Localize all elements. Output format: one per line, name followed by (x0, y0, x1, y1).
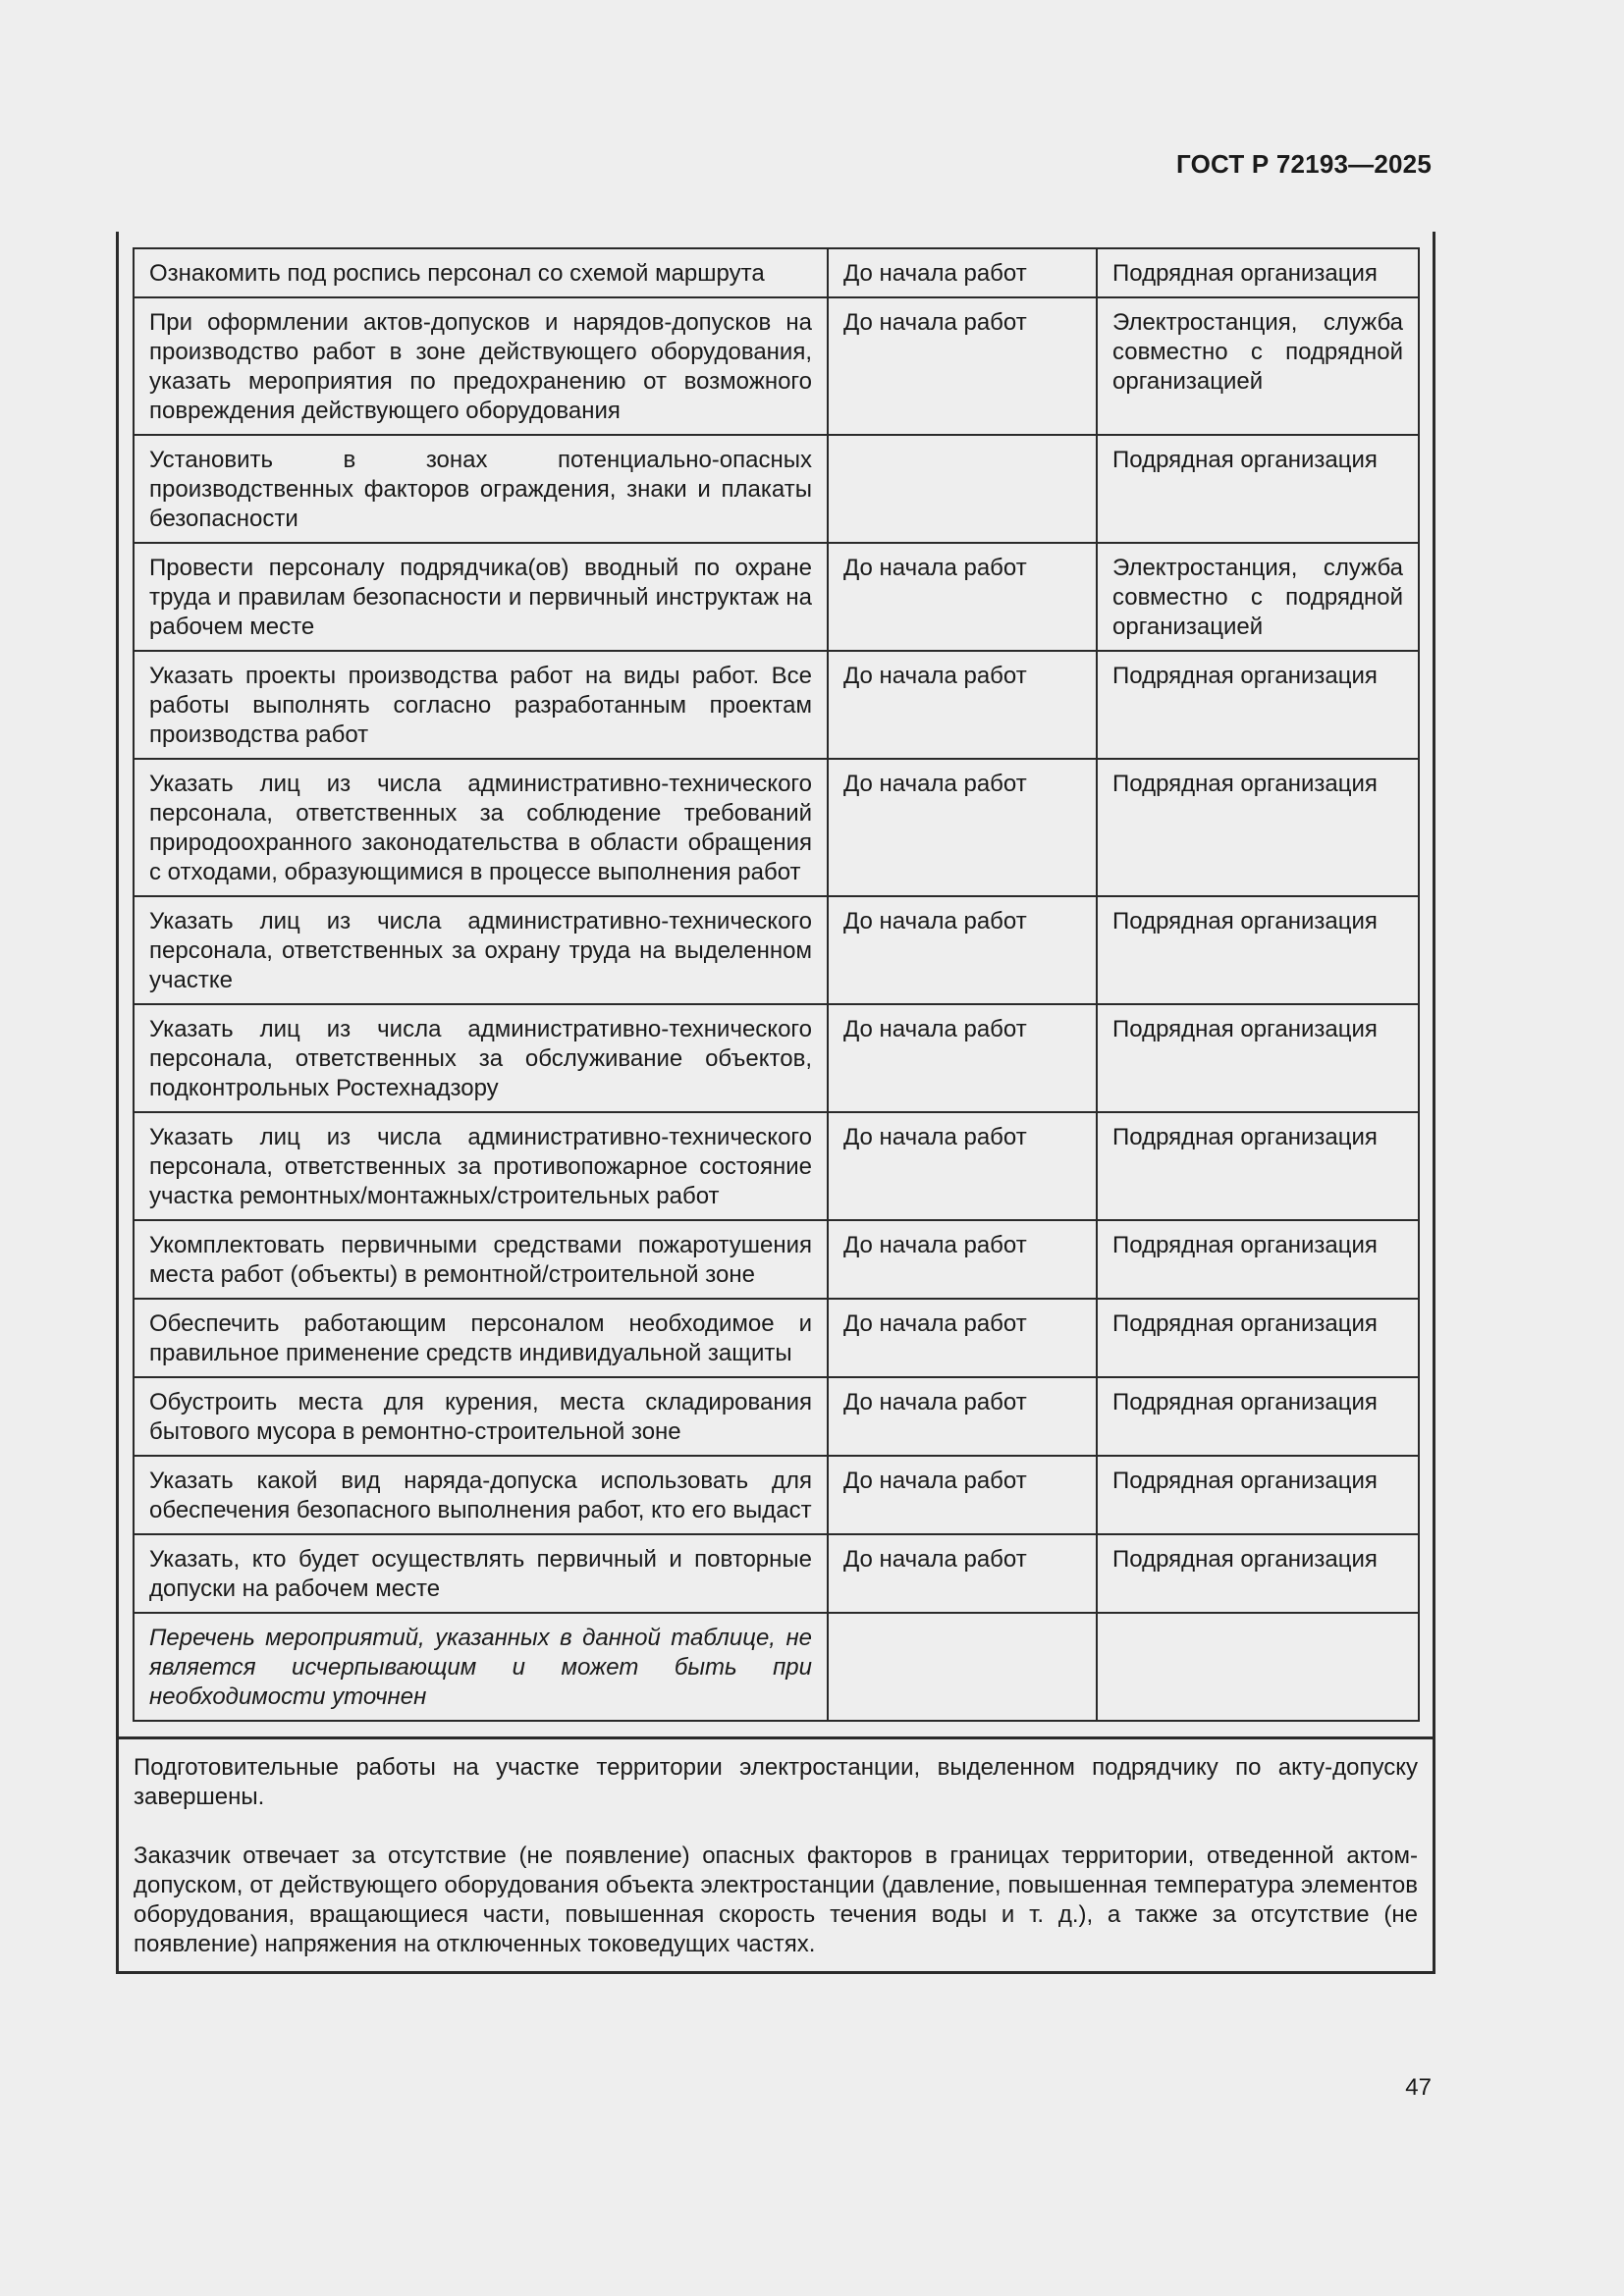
table-row (134, 1004, 1419, 1112)
measure-cell: Указать, кто будет осуществлять первичный и повторные допуски на рабочем месте (134, 1534, 828, 1613)
responsible-cell: Электростанция, служба совместно с подрядной организацией (1097, 297, 1419, 435)
measure-cell: Провести персоналу подрядчика(ов) вводный по охране труда и правилам безопасности и первичный инструктаж на рабочем месте (134, 543, 828, 651)
responsible-cell: Подрядная организация (1097, 1377, 1419, 1456)
measure-cell: Указать лиц из числа административно-технического персонала, ответственных за противопожарное состояние участка ремонтных/монтажных/строительных работ (134, 1112, 828, 1220)
measure-cell: Указать лиц из числа административно-технического персонала, ответственных за обслуживание объектов, подконтрольных Ростехнадзору (134, 1004, 828, 1112)
term-cell: До начала работ (828, 1112, 1097, 1220)
table-row (134, 435, 1419, 543)
term-cell: До начала работ (828, 1004, 1097, 1112)
responsible-cell: Электростанция, служба совместно с подрядной организацией (1097, 543, 1419, 651)
responsible-cell: Подрядная организация (1097, 1299, 1419, 1377)
term-cell: До начала работ (828, 1534, 1097, 1613)
table-row (134, 1112, 1419, 1220)
document-frame (116, 232, 1435, 1974)
term-cell: До начала работ (828, 1377, 1097, 1456)
responsible-cell: Подрядная организация (1097, 435, 1419, 543)
responsible-cell: Подрядная организация (1097, 1456, 1419, 1534)
measure-cell: При оформлении актов-допусков и нарядов-допусков на производство работ в зоне действующего оборудования, указать мероприятия по предохранению от возможного повреждения действующего оборудования (134, 297, 828, 435)
term-cell: До начала работ (828, 297, 1097, 435)
term-cell: До начала работ (828, 1456, 1097, 1534)
table-row (134, 896, 1419, 1004)
measure-cell: Обеспечить работающим персоналом необходимое и правильное применение средств индивидуальной защиты (134, 1299, 828, 1377)
table-row (134, 543, 1419, 651)
table-area (119, 232, 1433, 1736)
term-cell: До начала работ (828, 248, 1097, 297)
table-row (134, 759, 1419, 896)
responsible-cell: Подрядная организация (1097, 896, 1419, 1004)
conclusion-paragraph: Подготовительные работы на участке территории электростанции, выделенном подрядчику по акту-допуску завершены. (134, 1754, 1418, 1810)
table-row (134, 1534, 1419, 1613)
measure-cell: Указать проекты производства работ на виды работ. Все работы выполнять согласно разработанным проектам производства работ (134, 651, 828, 759)
table-row (134, 1377, 1419, 1456)
table-row (134, 1220, 1419, 1299)
term-cell: До начала работ (828, 759, 1097, 896)
table-row (134, 1299, 1419, 1377)
measure-cell: Ознакомить под роспись персонал со схемой маршрута (134, 248, 828, 297)
table-row (134, 297, 1419, 435)
responsible-cell: Подрядная организация (1097, 1534, 1419, 1613)
measures-table (133, 247, 1420, 1722)
term-cell (828, 1613, 1097, 1721)
responsible-cell: Подрядная организация (1097, 651, 1419, 759)
table-note-row (134, 1613, 1419, 1721)
measure-cell: Указать лиц из числа административно-технического персонала, ответственных за соблюдение требований природоохранного законодательства в области обращения с отходами, образующимися в процессе выполнения работ (134, 759, 828, 896)
term-cell: До начала работ (828, 543, 1097, 651)
responsible-cell: Подрядная организация (1097, 759, 1419, 896)
measure-cell: Обустроить места для курения, места складирования бытового мусора в ремонтно-строительной зоне (134, 1377, 828, 1456)
measure-cell: Установить в зонах потенциально-опасных производственных факторов ограждения, знаки и плакаты безопасности (134, 435, 828, 543)
responsible-cell (1097, 1613, 1419, 1721)
table-row (134, 1456, 1419, 1534)
document-header: ГОСТ Р 72193—2025 (1176, 149, 1432, 179)
page-number: 47 (1405, 2074, 1432, 2101)
term-cell: До начала работ (828, 651, 1097, 759)
measures-table-body (134, 248, 1419, 1721)
responsible-cell: Подрядная организация (1097, 248, 1419, 297)
note-cell: Перечень мероприятий, указанных в данной таблице, не является исчерпывающим и может быть при необходимости уточнен (134, 1613, 828, 1721)
term-cell (828, 435, 1097, 543)
term-cell: До начала работ (828, 1299, 1097, 1377)
conclusion-section (119, 1736, 1433, 1971)
measure-cell: Указать лиц из числа административно-технического персонала, ответственных за охрану труда на выделенном участке (134, 896, 828, 1004)
responsible-cell: Подрядная организация (1097, 1112, 1419, 1220)
responsible-cell: Подрядная организация (1097, 1220, 1419, 1299)
responsible-cell: Подрядная организация (1097, 1004, 1419, 1112)
term-cell: До начала работ (828, 1220, 1097, 1299)
measure-cell: Укомплектовать первичными средствами пожаротушения места работ (объекты) в ремонтной/строительной зоне (134, 1220, 828, 1299)
responsibility-paragraph: Заказчик отвечает за отсутствие (не появление) опасных факторов в границах территории, отведенной актом-допуском, от действующего оборудования объекта электростанции (давление, повышенная температура элементов оборудования, вращающиеся части, повышенная скорость течения воды и т. д.), а также за отсутствие (не появление) напряжения на отключенных токоведущих частях. (134, 1842, 1418, 1957)
term-cell: До начала работ (828, 896, 1097, 1004)
table-row (134, 651, 1419, 759)
measure-cell: Указать какой вид наряда-допуска использовать для обеспечения безопасного выполнения работ, кто его выдаст (134, 1456, 828, 1534)
table-row (134, 248, 1419, 297)
